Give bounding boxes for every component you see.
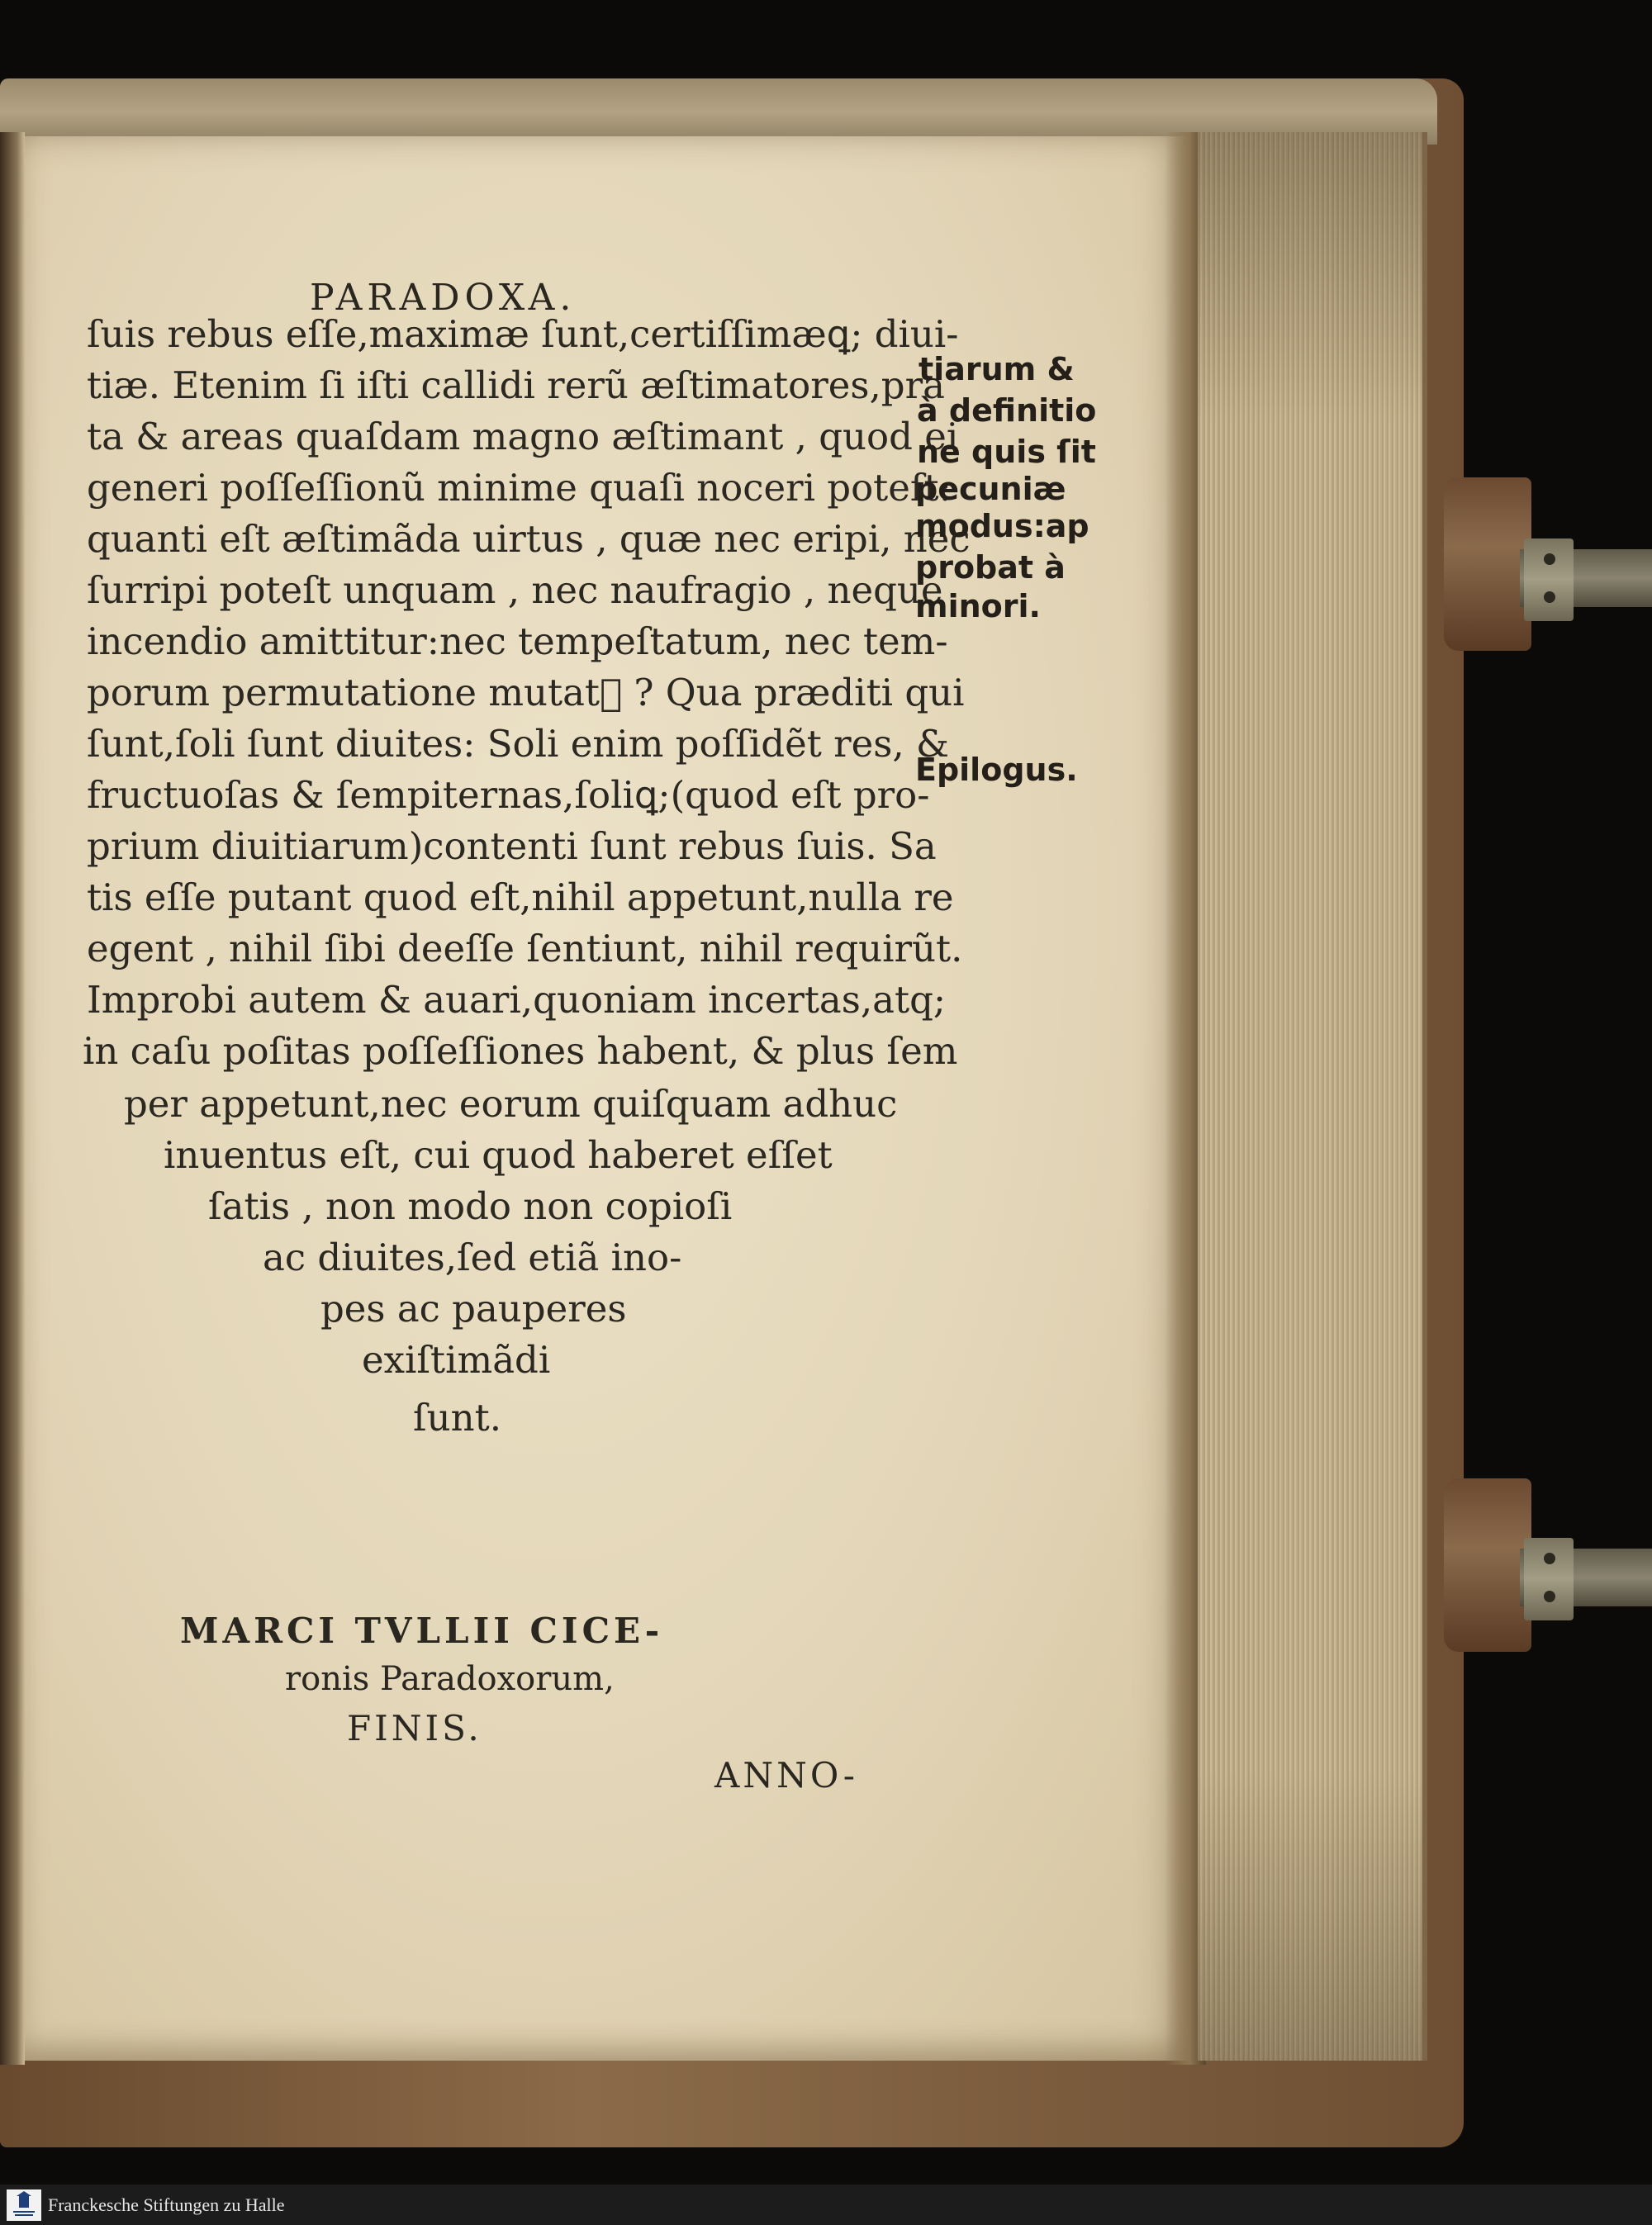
text-line: generi poſſeſſionũ minime quaſi noceri poteſt:	[87, 466, 952, 510]
marginal-note: ne quis ſit	[917, 434, 1096, 470]
text-line: exiſtimãdi	[362, 1338, 551, 1382]
text-line: tis eſſe putant quod eſt,nihil appetunt,nulla re	[87, 875, 954, 919]
text-line: prium diuitiarum)contenti ſunt rebus ſuis. Sa	[87, 824, 937, 868]
text-line: porum permutatione mutatᷓ ? Qua præditi qui	[87, 671, 965, 714]
marginal-note: modus:ap	[915, 508, 1089, 544]
text-line: quanti eſt æſtimãda uirtus , quæ nec eripi, nec	[87, 517, 971, 561]
marginal-note: probat à	[915, 549, 1066, 586]
rivet-icon	[1544, 553, 1555, 565]
rivet-icon	[1544, 591, 1555, 603]
text-line: ſuis rebus eſſe,maximæ ſunt,certiſſimæꝗ; diui-	[87, 312, 959, 356]
footer-bar	[0, 2185, 1652, 2225]
rivet-icon	[1544, 1591, 1555, 1602]
institution-logo-icon	[7, 2189, 41, 2221]
marginal-note: à definitio	[917, 392, 1097, 429]
text-line: tiæ. Etenim ſi iſti callidi rerũ æſtimatores,pra	[87, 363, 945, 407]
marginal-note-epilogus: Epilogus.	[915, 752, 1078, 788]
marginal-note: tiarum &	[919, 351, 1075, 387]
text-line: ſunt,ſoli ſunt diuites: Soli enim poſſidẽt res, &	[87, 722, 950, 766]
text-line: in caſu poſitas poſſeſſiones habent, & plus ſem	[83, 1029, 958, 1073]
lower-clasp-leather	[1444, 1478, 1531, 1652]
colophon-line-2: ronis Paradoxorum,	[285, 1660, 615, 1698]
text-line: per appetunt,nec eorum quiſquam adhuc	[124, 1082, 898, 1126]
catchword: ANNO-	[714, 1755, 858, 1796]
rivet-icon	[1544, 1553, 1555, 1564]
colophon-finis: FINIS.	[347, 1708, 482, 1748]
text-line: incendio amittitur:nec tempeſtatum, nec tem-	[87, 619, 948, 663]
text-line: pes ac pauperes	[320, 1287, 627, 1331]
lower-clasp-plate	[1524, 1538, 1574, 1620]
text-line: ta & areas quaſdam magno æſtimant , quod ei	[87, 415, 959, 458]
text-line: egent , nihil ſibi deeſſe ſentiunt, nihil requirũt.	[87, 927, 963, 970]
upper-clasp-leather	[1444, 477, 1531, 651]
text-line: ſatis , non modo non copioſi	[208, 1184, 733, 1228]
page-fore-edge	[1198, 132, 1427, 2061]
marginal-note: pecuniæ	[915, 471, 1066, 507]
text-line: ſurripi poteſt unquam , nec naufragio , neque	[87, 568, 943, 612]
text-line: ſunt.	[413, 1396, 502, 1440]
upper-clasp-plate	[1524, 538, 1574, 621]
running-title: PARADOXA.	[310, 277, 577, 319]
institution-name: Franckesche Stiftungen zu Halle	[48, 2194, 285, 2215]
binding-spine-edge	[0, 132, 25, 2065]
colophon-line-1: MARCI TVLLII CICE-	[180, 1611, 664, 1651]
text-line: inuentus eſt, cui quod haberet eſſet	[164, 1133, 833, 1177]
text-line: Improbi autem & auari,quoniam incertas,atq;	[87, 978, 947, 1022]
text-line: ac diuites,ſed etiã ino-	[263, 1236, 682, 1279]
marginal-note: minori.	[915, 588, 1041, 624]
text-line: fructuoſas & ſempiternas,ſoliꝗ;(quod eſt pro-	[87, 773, 930, 817]
